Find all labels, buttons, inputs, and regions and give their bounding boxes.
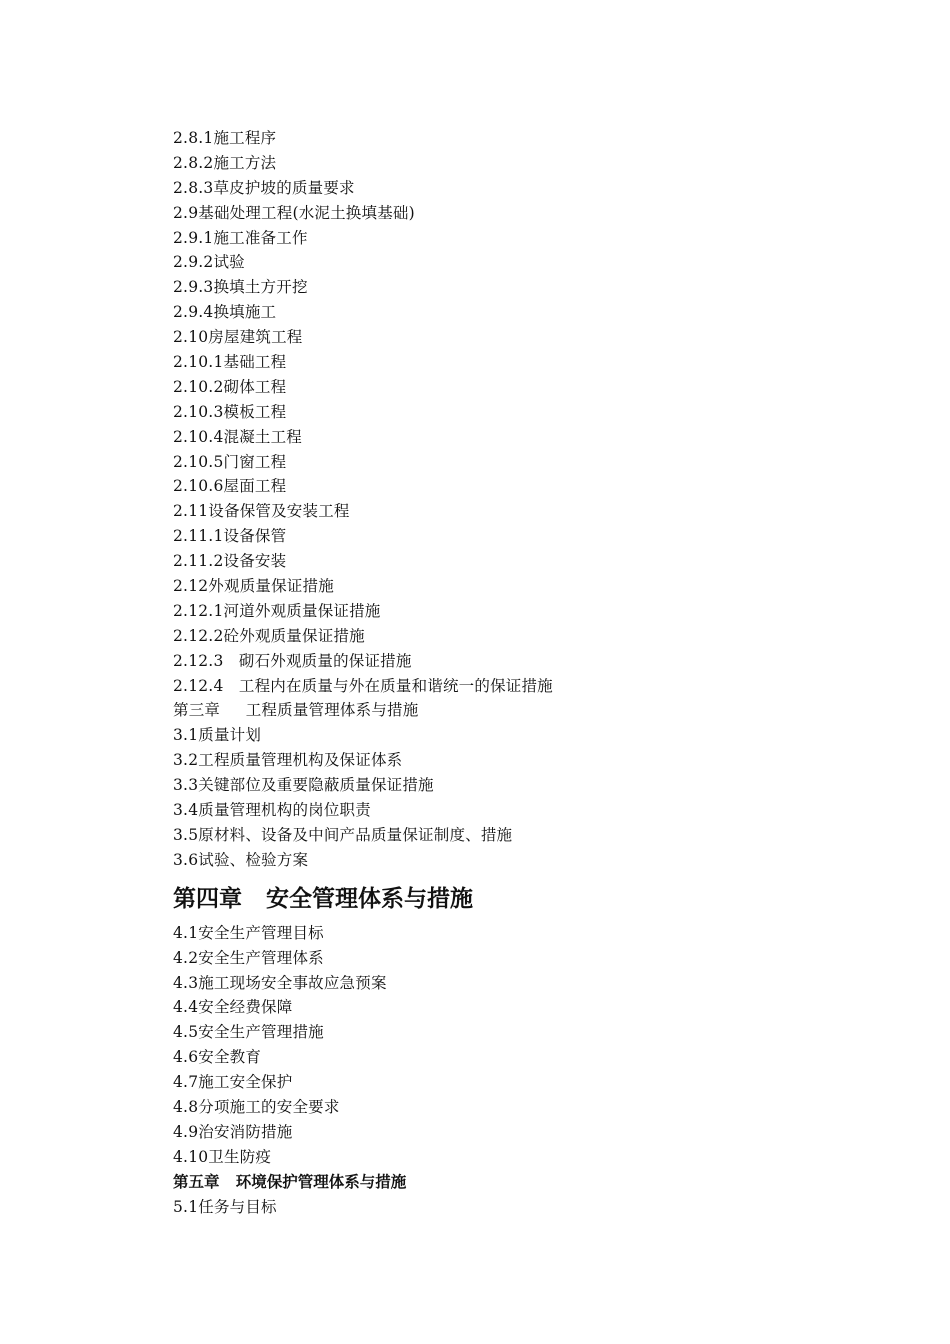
toc-entry: 3.2工程质量管理机构及保证体系 — [173, 751, 403, 770]
toc-entry: 2.12.1河道外观质量保证措施 — [173, 601, 381, 620]
toc-entry: 2.11.1设备保管 — [173, 527, 287, 546]
toc-entry: 4.5安全生产管理措施 — [173, 1023, 324, 1042]
toc-entry: 2.11设备保管及安装工程 — [173, 502, 350, 521]
toc-entry: 4.10卫生防疫 — [173, 1147, 272, 1166]
toc-entry: 2.8.2施工方法 — [173, 153, 277, 172]
toc-entry: 2.9.4换填施工 — [173, 303, 277, 322]
toc-entry: 2.9.2试验 — [173, 253, 245, 272]
toc-entry: 4.6安全教育 — [173, 1048, 262, 1067]
toc-entry: 2.10.4混凝土工程 — [173, 427, 303, 446]
chapter-5-heading: 第五章 环境保护管理体系与措施 — [173, 1172, 407, 1191]
toc-entry: 4.7施工安全保护 — [173, 1073, 293, 1092]
toc-entry: 5.1任务与目标 — [173, 1197, 277, 1216]
table-of-contents — [173, 126, 873, 1219]
toc-entry: 2.10房屋建筑工程 — [173, 328, 303, 347]
toc-entry: 2.8.3草皮护坡的质量要求 — [173, 178, 355, 197]
toc-entry: 4.8分项施工的安全要求 — [173, 1097, 340, 1116]
toc-entry: 2.10.3模板工程 — [173, 402, 287, 421]
toc-entry: 2.12外观质量保证措施 — [173, 577, 334, 596]
toc-entry: 3.1质量计划 — [173, 726, 262, 745]
toc-entry: 2.10.5门窗工程 — [173, 452, 287, 471]
toc-entry: 4.3施工现场安全事故应急预案 — [173, 973, 387, 992]
chapter-3-heading: 第三章 工程质量管理体系与措施 — [173, 701, 419, 720]
toc-entry: 2.12.2砼外观质量保证措施 — [173, 626, 365, 645]
toc-entry: 2.12.3 砌石外观质量的保证措施 — [173, 651, 412, 670]
toc-entry: 3.4质量管理机构的岗位职责 — [173, 801, 371, 820]
toc-entry: 3.3关键部位及重要隐蔽质量保证措施 — [173, 776, 434, 795]
toc-entry: 2.11.2设备安装 — [173, 552, 287, 571]
toc-entry: 3.6试验、检验方案 — [173, 850, 309, 869]
toc-entry: 3.5原材料、设备及中间产品质量保证制度、措施 — [173, 825, 513, 844]
toc-entry: 4.4安全经费保障 — [173, 998, 293, 1017]
toc-entry: 2.10.6屋面工程 — [173, 477, 287, 496]
toc-entry: 2.9基础处理工程(水泥土换填基础) — [173, 203, 415, 222]
chapter-4-heading: 第四章 安全管理体系与措施 — [173, 885, 474, 912]
toc-entry: 2.10.1基础工程 — [173, 353, 287, 372]
toc-entry: 2.10.2砌体工程 — [173, 377, 287, 396]
toc-entry: 4.2安全生产管理体系 — [173, 948, 324, 967]
toc-entry: 2.12.4 工程内在质量与外在质量和谐统一的保证措施 — [173, 676, 553, 695]
toc-entry: 2.9.3换填土方开挖 — [173, 278, 308, 297]
toc-entry: 2.9.1施工准备工作 — [173, 228, 308, 247]
toc-entry: 2.8.1施工程序 — [173, 129, 277, 147]
toc-entry: 4.1安全生产管理目标 — [173, 923, 324, 942]
toc-entry: 4.9治安消防措施 — [173, 1122, 293, 1141]
